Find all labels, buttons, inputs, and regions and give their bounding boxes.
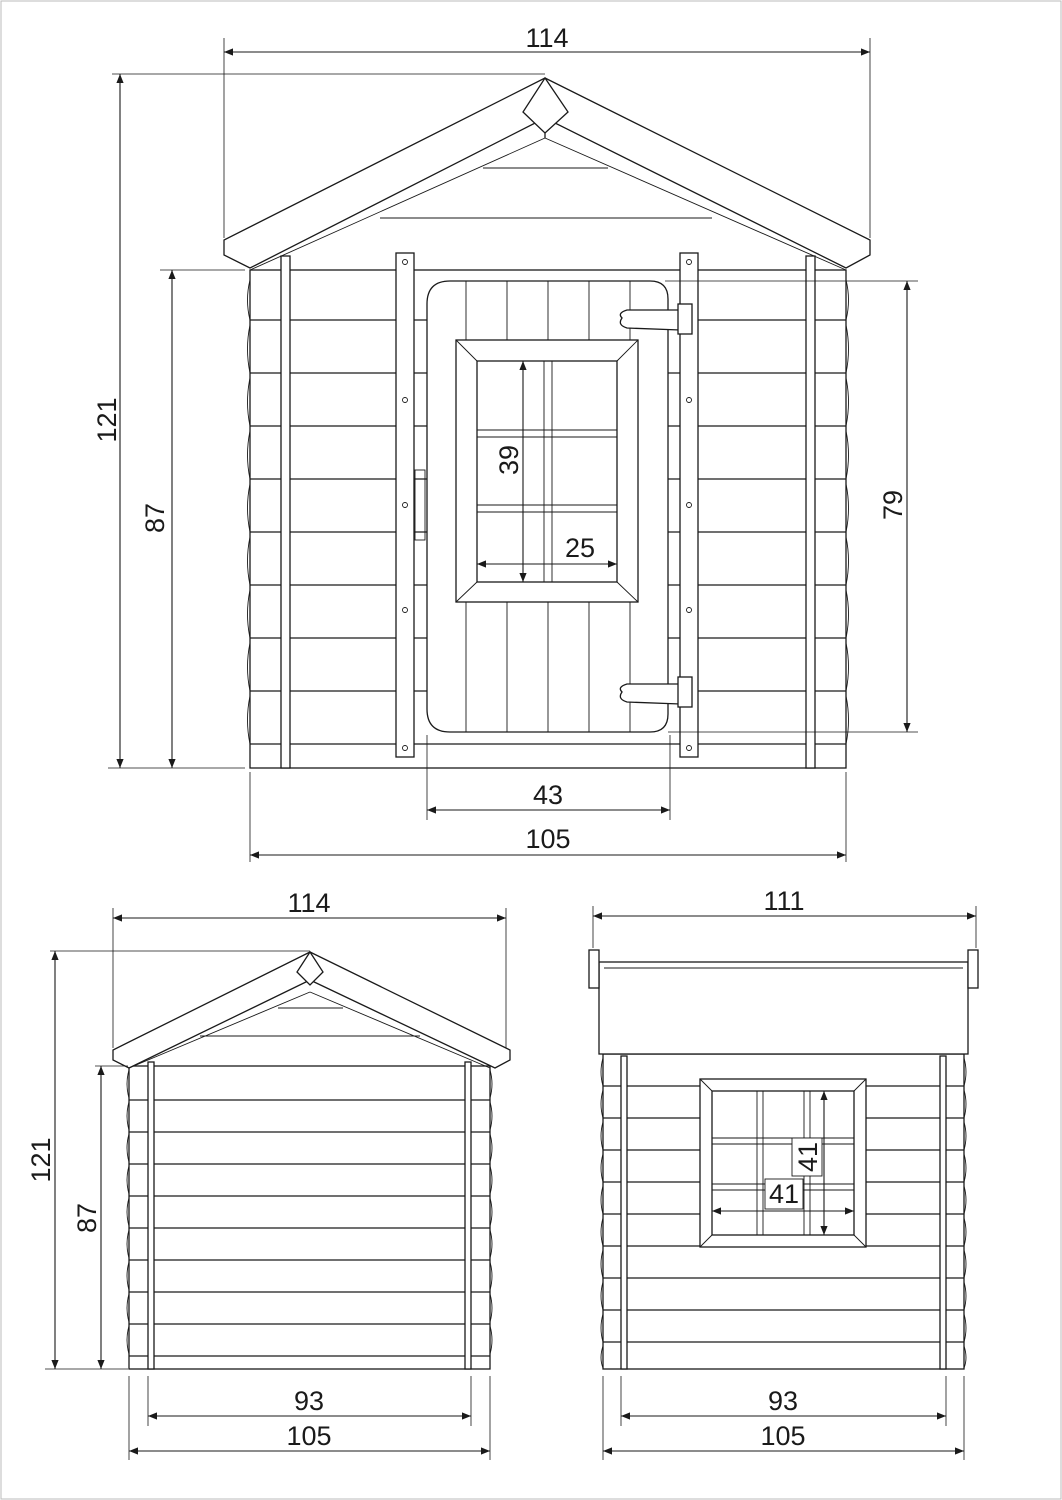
- side-roof-width-label: 114: [287, 888, 331, 918]
- back-window: [700, 1079, 866, 1247]
- side-view: [26, 888, 510, 1460]
- back-window-width-label: 41: [768, 1179, 800, 1209]
- back-base-width-label: 105: [760, 1421, 806, 1451]
- back-roof: [589, 950, 978, 1054]
- side-roof: [113, 952, 510, 1068]
- side-total-height-label: 121: [26, 1137, 56, 1183]
- front-wall-height-label: 87: [140, 502, 170, 534]
- side-base-width-label: 105: [286, 1421, 332, 1451]
- side-inner-width-label: 93: [293, 1386, 325, 1416]
- front-base-width-label: 105: [525, 824, 571, 854]
- side-wall-height-label: 87: [72, 1202, 102, 1234]
- front-roof-width-label: 114: [525, 23, 569, 53]
- back-window-height-label: 41: [793, 1141, 823, 1173]
- front-window: [456, 340, 638, 602]
- side-wall: [127, 1062, 492, 1369]
- back-view: [589, 886, 978, 1460]
- back-inner-width-label: 93: [767, 1386, 799, 1416]
- front-view: [92, 23, 918, 862]
- front-door-height-label: 79: [878, 489, 908, 521]
- front-window-width-label: 25: [564, 533, 596, 563]
- front-total-height-label: 121: [92, 397, 122, 443]
- front-door-width-label: 43: [532, 780, 564, 810]
- back-roof-width-label: 111: [763, 886, 805, 916]
- front-roof: [224, 78, 870, 270]
- front-window-height-label: 39: [494, 444, 524, 476]
